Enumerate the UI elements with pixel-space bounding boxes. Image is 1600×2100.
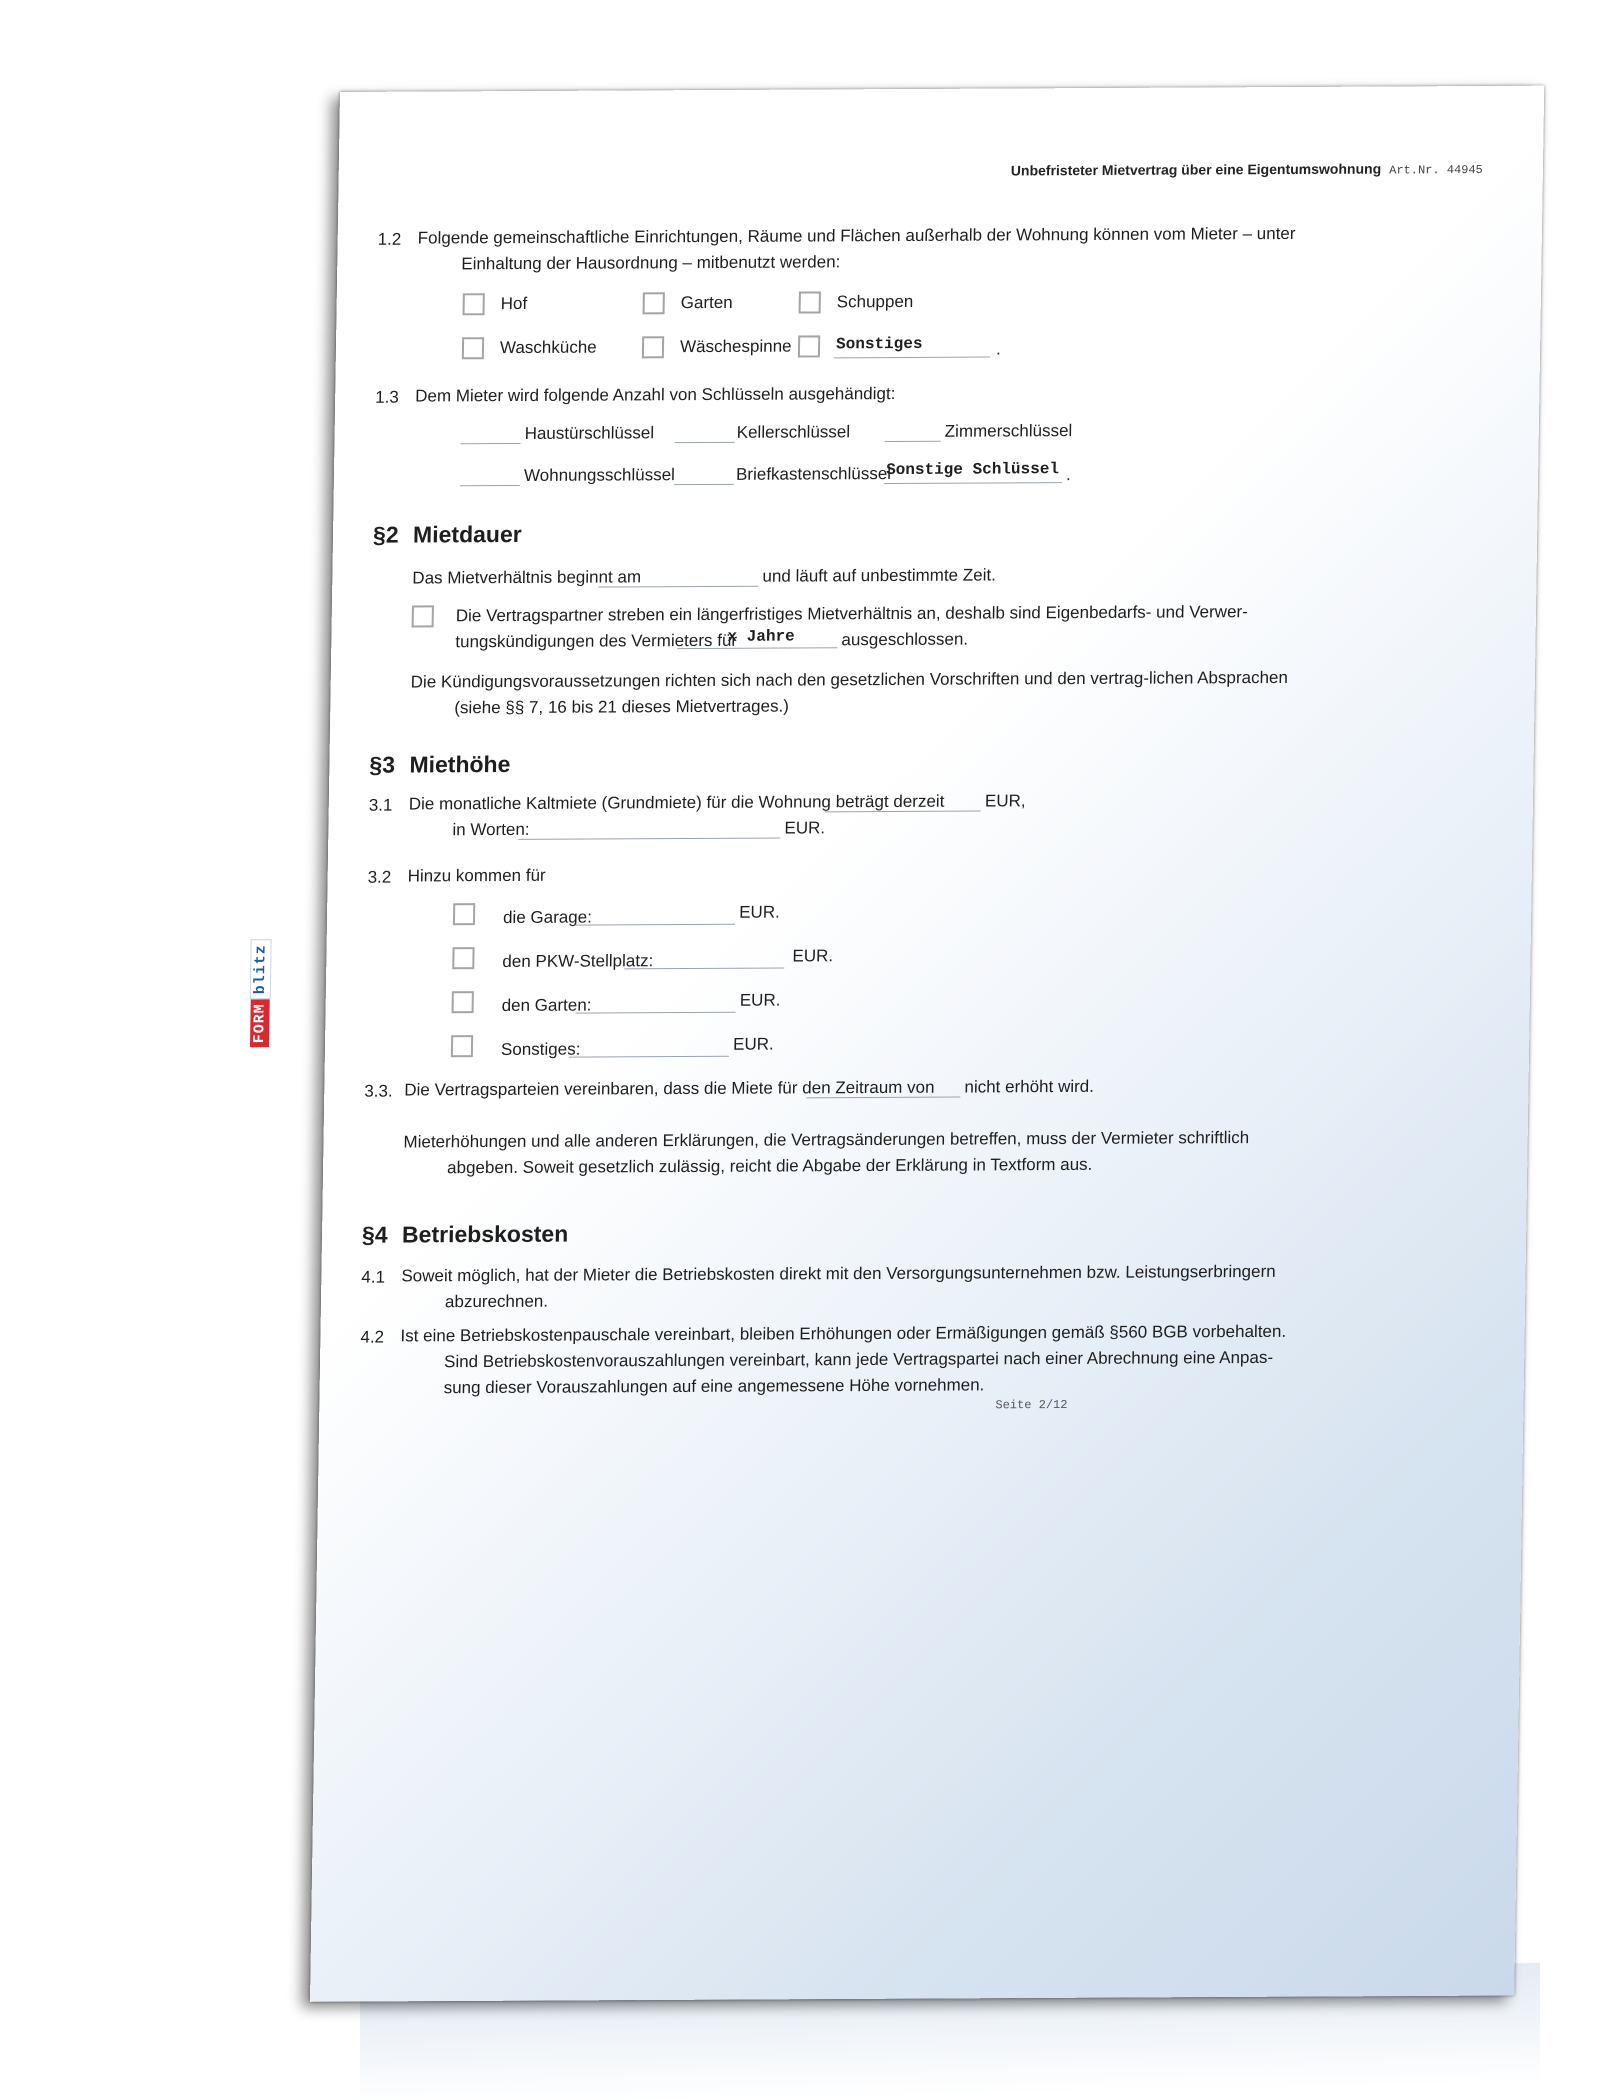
section-4-1-line1: Soweit möglich, hat der Mieter die Betriebskosten direkt mit den Versorgungsunternehmen bzw. Leistungserbringern (401, 1261, 1276, 1286)
notice-text-line1: Die Kündigungsvoraussetzungen richten sich nach den gesetzlichen Vorschriften und den vertrag-lichen Absprachen (410, 667, 1289, 692)
long-term-years-line (677, 647, 837, 649)
section-1-2-text-line1: Folgende gemeinschaftliche Einrichtungen, Räume und Flächen außerhalb der Wohnung können vom Mieter – unter (417, 223, 1296, 248)
long-term-clause-suffix: ausgeschlossen. (841, 629, 969, 650)
extra-garage-field[interactable] (575, 924, 735, 926)
section-2-number: §2 (372, 521, 399, 548)
section-1-3-text: Dem Mieter wird folgende Anzahl von Schlüsseln ausgehändigt: (415, 384, 896, 406)
checkbox-waschkueche[interactable] (462, 337, 484, 359)
section-3-3-text: Die Vertragsparteien vereinbaren, dass die Miete für den Zeitraum von (404, 1077, 935, 1100)
extra-sonstiges-field[interactable] (569, 1056, 729, 1058)
begin-text: Das Mietverhältnis beginnt am (412, 567, 642, 588)
extra-stellplatz-field[interactable] (624, 967, 784, 969)
checkbox-waeschespinne[interactable] (642, 336, 664, 358)
checkbox-hof[interactable] (463, 293, 485, 315)
key-count-line-briefkasten[interactable] (674, 484, 734, 485)
section-1-2-number: 1.2 (377, 229, 402, 249)
extra-sonstiges-currency: EUR. (732, 1034, 774, 1054)
section-3-2-number: 3.2 (367, 867, 392, 887)
section-4-1-number: 4.1 (361, 1267, 386, 1287)
other-keys-field-value[interactable]: Sonstige Schlüssel (885, 460, 1060, 480)
section-4-2-line1: Ist eine Betriebskostenpauschale vereinbart, bleiben Erhöhungen oder Ermäßigungen gemäß §560 BGB vorbehalten. (400, 1321, 1287, 1346)
extra-garage-currency: EUR. (739, 902, 780, 922)
section-4-2-number: 4.2 (360, 1327, 385, 1347)
key-keller-label: Kellerschlüssel (736, 422, 851, 442)
checkbox-sonstiges[interactable] (798, 335, 820, 357)
checkbox-schuppen[interactable] (799, 291, 821, 313)
section-3-1-number: 3.1 (368, 795, 393, 815)
section-3-2-text: Hinzu kommen für (407, 865, 546, 886)
checkbox-sonstiges-miete[interactable] (451, 1035, 473, 1057)
other-keys-period: . (1065, 465, 1071, 485)
section-4-1-line2: abzurechnen. (444, 1291, 549, 1312)
checkbox-stellplatz[interactable] (452, 947, 474, 969)
header-art-nr: Art.Nr. 44945 (1389, 162, 1483, 178)
key-briefkasten-label: Briefkastenschlüssel (735, 464, 892, 484)
checkbox-garten[interactable] (643, 292, 665, 314)
extra-garten-label: den Garten: (501, 995, 592, 1015)
section-4-number: §4 (361, 1221, 388, 1248)
key-wohnung-label: Wohnungsschlüssel (523, 465, 676, 485)
rent-currency: EUR, (984, 791, 1026, 811)
key-zimmer-label: Zimmerschlüssel (944, 421, 1073, 441)
section-1-2-text-line2: Einhaltung der Hausordnung – mitbenutzt werden: (461, 252, 841, 274)
section-4-2-line2: Sind Betriebskostenvorauszahlungen vereinbart, kann jede Vertragspartei nach einer Abrechnung eine Anpas- (443, 1347, 1274, 1372)
other-keys-field-line (884, 482, 1062, 484)
notice-text-line2: (siehe §§ 7, 16 bis 21 dieses Mietvertrages.) (454, 696, 790, 718)
checkbox-long-term[interactable] (412, 605, 434, 627)
section-3-number: §3 (369, 751, 396, 778)
section-4-heading: Betriebskosten (401, 1220, 569, 1248)
rent-words-currency: EUR. (784, 818, 826, 838)
formblitz-logo (249, 897, 271, 1047)
rent-in-words-field[interactable] (518, 838, 780, 840)
section-3-heading: Miethöhe (409, 750, 511, 778)
long-term-years-value[interactable]: x Jahre (727, 627, 795, 646)
section-4-2-line3: sung dieser Vorauszahlungen auf eine angemessene Höhe vornehmen. (443, 1375, 985, 1398)
sonstiges-field-line (834, 357, 990, 359)
section-3-1-text: Die monatliche Kaltmiete (Grundmiete) für die Wohnung beträgt derzeit (408, 791, 945, 814)
key-haustuer-label: Haustürschlüssel (524, 423, 655, 443)
document-page (250, 86, 1544, 2002)
key-count-line-haustuer[interactable] (460, 443, 520, 444)
key-count-line-zimmer[interactable] (885, 441, 941, 442)
header-title: Unbefristeter Mietvertrag über eine Eigentumswohnung (1010, 160, 1382, 179)
begin-suffix-text: und läuft auf unbestimmte Zeit. (762, 565, 997, 586)
section-3-3b-line1: Mieterhöhungen und alle anderen Erklärungen, die Vertragsänderungen betreffen, muss der Vermieter schriftlich (403, 1128, 1250, 1152)
option-schuppen-label: Schuppen (836, 291, 914, 312)
extra-stellplatz-label: den PKW-Stellplatz: (502, 951, 654, 971)
key-count-line-keller[interactable] (675, 442, 735, 443)
extra-garten-field[interactable] (576, 1012, 736, 1014)
key-count-line-wohnung[interactable] (460, 485, 520, 486)
long-term-clause-line1: Die Vertragspartner streben ein längerfristiges Mietverhältnis an, deshalb sind Eigenbedarfs- und Verwer- (455, 602, 1248, 626)
checkbox-garage[interactable] (453, 903, 475, 925)
section-3-3b-line2: abgeben. Soweit gesetzlich zulässig, reicht die Abgabe der Erklärung in Textform aus. (446, 1154, 1093, 1178)
option-hof-label: Hof (500, 293, 528, 314)
extra-sonstiges-label: Sonstiges: (500, 1039, 581, 1059)
section-3-3-number: 3.3. (364, 1081, 393, 1101)
section-2-heading: Mietdauer (412, 520, 522, 548)
extra-garage-label: die Garage: (502, 907, 593, 927)
extra-garten-currency: EUR. (739, 990, 781, 1010)
rent-in-words-label: in Worten: (452, 819, 530, 840)
logo-blitz-text: blitz (249, 939, 271, 999)
option-waschkueche-label: Waschküche (499, 337, 597, 358)
section-1-3-number: 1.3 (375, 387, 400, 407)
logo-form-text: FORM (249, 999, 269, 1047)
section-3-3-suffix: nicht erhöht wird. (964, 1076, 1095, 1097)
begin-date-field[interactable] (598, 586, 758, 588)
option-waeschespinne-label: Wäschespinne (679, 336, 792, 357)
option-garten-label: Garten (680, 292, 733, 313)
page-number: Seite 2/12 (995, 1397, 1068, 1413)
page-header (1011, 160, 1483, 179)
extra-stellplatz-currency: EUR. (792, 946, 834, 966)
checkbox-garten-miete[interactable] (452, 991, 474, 1013)
sonstiges-field-value[interactable]: Sonstiges (835, 334, 923, 354)
long-term-clause-line2: tungskündigungen des Vermieters für (455, 630, 738, 652)
sonstiges-period: . (995, 339, 1001, 359)
